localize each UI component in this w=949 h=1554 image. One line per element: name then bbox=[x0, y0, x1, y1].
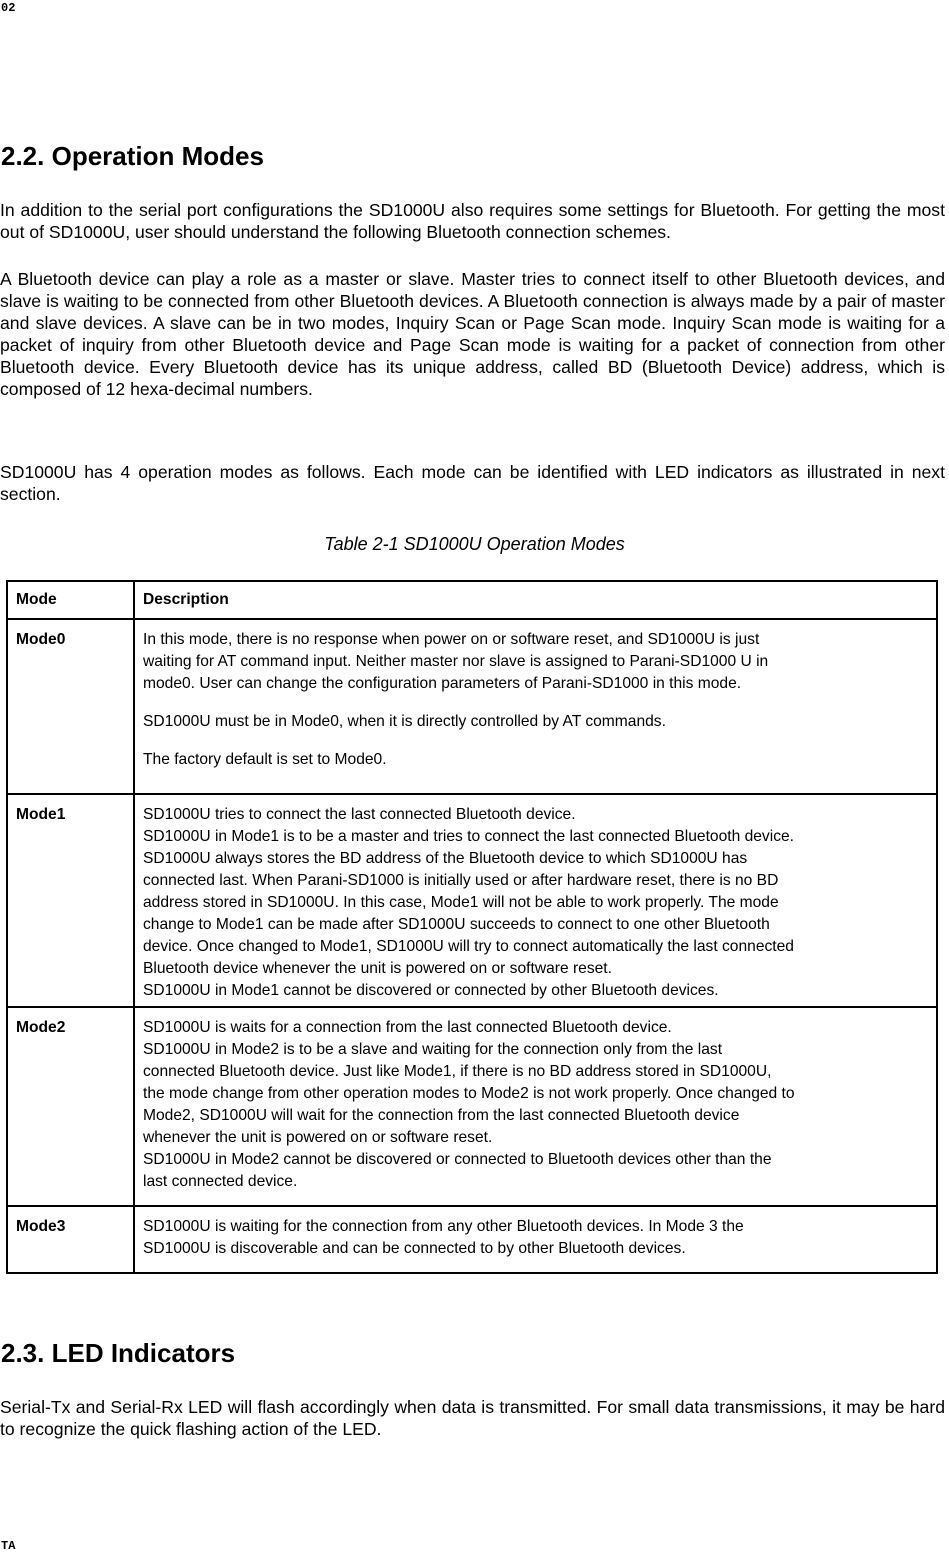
paragraph-gap bbox=[143, 695, 930, 711]
description-line: SD1000U in Mode1 is to be a master and tries to connect the last connected Bluetooth device. bbox=[143, 828, 794, 845]
description-line: the mode change from other operation modes to Mode2 is not work properly. Once changed to bbox=[143, 1085, 795, 1102]
mode-description bbox=[134, 619, 937, 794]
paragraph-gap bbox=[143, 733, 930, 749]
description-line: Bluetooth device whenever the unit is powered on or software reset. bbox=[143, 960, 612, 977]
description-line: SD1000U in Mode1 cannot be discovered or connected by other Bluetooth devices. bbox=[143, 982, 719, 999]
table-row-mode2 bbox=[7, 1007, 937, 1206]
section-heading-led-indicators: 2.3. LED Indicators bbox=[1, 1338, 236, 1368]
description-line: SD1000U tries to connect the last connected Bluetooth device. bbox=[143, 806, 576, 823]
page-footer-label: TA bbox=[1, 1539, 16, 1553]
modes-summary-paragraph: SD1000U has 4 operation modes as follows. Each mode can be identified with LED indicators as illustrated in next section. bbox=[0, 462, 945, 504]
description-line: SD1000U is discoverable and can be connected to by other Bluetooth devices. bbox=[143, 1240, 686, 1257]
table-row-mode3 bbox=[7, 1206, 937, 1273]
table-caption: Table 2-1 SD1000U Operation Modes bbox=[324, 534, 625, 554]
operation-modes-table bbox=[6, 580, 938, 1274]
header-mode: Mode bbox=[7, 581, 134, 619]
description-line: SD1000U is waits for a connection from the last connected Bluetooth device. bbox=[143, 1019, 672, 1036]
mode-name: Mode1 bbox=[7, 794, 134, 1007]
mode-name: Mode2 bbox=[7, 1007, 134, 1206]
page-header-label: 02 bbox=[1, 1, 16, 15]
table-header-row bbox=[7, 581, 937, 619]
table-row-mode1 bbox=[7, 794, 937, 1007]
description-line: whenever the unit is powered on or software reset. bbox=[143, 1129, 493, 1146]
description-line: connected Bluetooth device. Just like Mode1, if there is no BD address stored in SD1000U, bbox=[143, 1063, 772, 1080]
description-line: In this mode, there is no response when power on or software reset, and SD1000U is just bbox=[143, 631, 760, 648]
intro-paragraph: In addition to the serial port configurations the SD1000U also requires some settings for Bluetooth. For getting the most out of SD1000U, user should understand the following Bluetooth connection schemes. bbox=[0, 200, 945, 242]
description-line: SD1000U in Mode2 is to be a slave and waiting for the connection only from the last bbox=[143, 1041, 723, 1058]
master-slave-paragraph: A Bluetooth device can play a role as a master or slave. Master tries to connect itself to other Bluetooth devices, and slave is waiting to be connected from other Bluetooth devices. A Bluetooth connection is always made by a pair of master and slave devices. A slave can be in two modes, Inquiry Scan or Page Scan mode. Inquiry Scan mode is waiting for a packet of inquiry from other Bluetooth device and Page Scan mode is waiting for a packet of connection from other Bluetooth device. Every Bluetooth device has its unique address, called BD (Bluetooth Device) address, which is composed of 12 hexa-decimal numbers. bbox=[0, 269, 945, 399]
description-line: address stored in SD1000U. In this case, Mode1 will not be able to work properly. The mode bbox=[143, 894, 779, 911]
description-line: Mode2, SD1000U will wait for the connection from the last connected Bluetooth device bbox=[143, 1107, 740, 1124]
mode-description bbox=[134, 794, 937, 1007]
description-line: change to Mode1 can be made after SD1000U succeeds to connect to one other Bluetooth bbox=[143, 916, 770, 933]
description-line: SD1000U is waiting for the connection from any other Bluetooth devices. In Mode 3 the bbox=[143, 1218, 744, 1235]
description-line: connected last. When Parani-SD1000 is initially used or after hardware reset, there is no BD bbox=[143, 872, 779, 889]
description-line: mode0. User can change the configuration parameters of Parani-SD1000 in this mode. bbox=[143, 675, 742, 692]
table-row-mode0 bbox=[7, 619, 937, 794]
description-line: SD1000U always stores the BD address of the Bluetooth device to which SD1000U has bbox=[143, 850, 748, 867]
description-line: device. Once changed to Mode1, SD1000U will try to connect automatically the last connected bbox=[143, 938, 794, 955]
description-line: last connected device. bbox=[143, 1173, 298, 1190]
section-heading-operation-modes: 2.2. Operation Modes bbox=[1, 141, 264, 171]
mode-name: Mode0 bbox=[7, 619, 134, 794]
led-paragraph: Serial-Tx and Serial-Rx LED will flash accordingly when data is transmitted. For small data transmissions, it may be hard to recognize the quick flashing action of the LED. bbox=[0, 1397, 945, 1439]
description-line: The factory default is set to Mode0. bbox=[143, 751, 387, 768]
description-line: SD1000U in Mode2 cannot be discovered or connected to Bluetooth devices other than the bbox=[143, 1151, 772, 1168]
mode-description bbox=[134, 1007, 937, 1206]
description-line: SD1000U must be in Mode0, when it is directly controlled by AT commands. bbox=[143, 713, 666, 730]
description-line: waiting for AT command input. Neither master nor slave is assigned to Parani-SD1000 U in bbox=[143, 653, 769, 670]
mode-description bbox=[134, 1206, 937, 1273]
header-description: Description bbox=[134, 581, 937, 619]
mode-name: Mode3 bbox=[7, 1206, 134, 1273]
